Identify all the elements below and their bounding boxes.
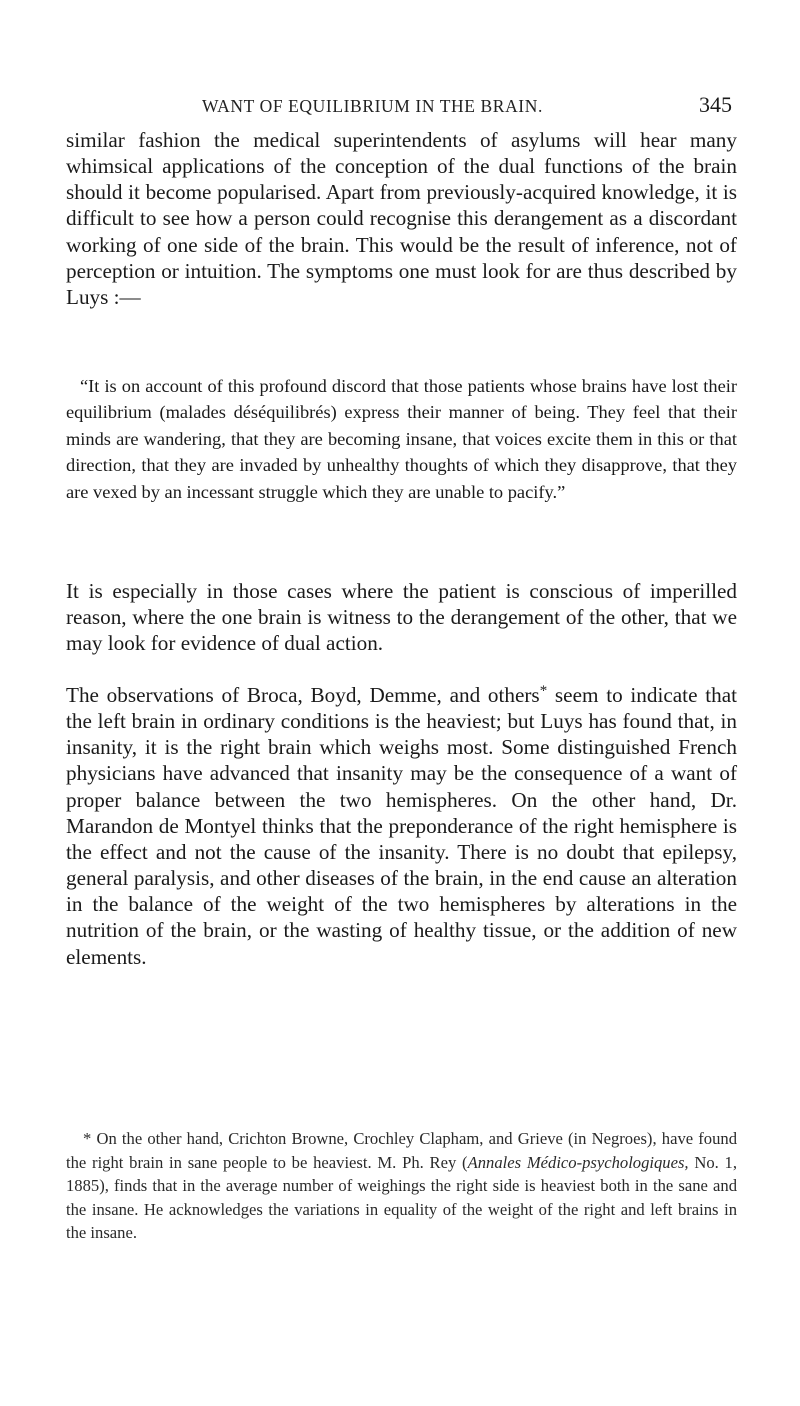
paragraph-observations — [66, 682, 737, 970]
block-quote-luys — [66, 373, 737, 505]
observations-text-end: seem to indicate that the left brain in ordinary conditions is the heaviest; but Luys has found that, in insanity, it is the right brain which weighs most. Some distinguished French physicians have advanced that insanity may be the consequence of a want of proper balance between the two hemispheres. On the other hand, Dr. Marandon de Montyel thinks that the preponderance of the right hemisphere is the effect and not the cause of the insanity. There is no doubt that epilepsy, general paralysis, and other diseases of the brain, in the end cause an alteration in the balance of the weight of the two hemispheres by alterations in the nutrition of the brain, or the wasting of healthy tissue, or the addition of new elements. — [66, 683, 737, 969]
running-head — [66, 92, 736, 122]
page-number: 345 — [699, 92, 732, 117]
footnote — [66, 1127, 737, 1245]
observations-text-start: The observations of Broca, Boyd, Demme, and others — [66, 683, 540, 707]
footnote-reference-mark[interactable]: * — [539, 683, 548, 699]
footnote-text-end: No. 1, 1885), finds that in the average number of weighings the right side is heaviest both in the sane and the insane. He acknowledges the variations in equality of the weight of the right and left brains in the insane. — [66, 1152, 738, 1242]
paragraph-luys-intro: similar fashion the medical superintendents of asylums will hear many whimsical applications of the conception of the dual functions of the brain should it become popularised. Apart from previously-acquired knowledge, it is difficult to see how a person could recognise this derangement as a discordant working of one side of the brain. This would be the result of inference, not of perception or intuition. The symptoms one must look for are thus described by Luys :— — [66, 128, 737, 309]
running-title: WANT OF EQUILIBRIUM IN THE BRAIN. — [202, 96, 543, 116]
footnote-journal-title: Annales Médico-psychologiques, — [467, 1152, 689, 1172]
footnote-mark: * — [83, 1129, 92, 1148]
paragraph-imperilled-reason: It is especially in those cases where the patient is conscious of imperilled reason, where the one brain is witness to the derangement of the other, that we may look for evidence of dual action. — [66, 579, 737, 656]
footnote-text-start: On the other hand, Crichton Browne, Crochley Clapham, and Grieve (in Negroes), have found the right brain in sane people to be heaviest. M. Ph. Rey ( — [66, 1129, 737, 1172]
quote-text: “It is on account of this profound discord that those patients whose brains have lost their equilibrium (malades déséquilibrés) express their manner of being. They feel that their minds are wandering, that they are becoming insane, that voices excite them in this or that direction, that they are invaded by unhealthy thoughts of which they disapprove, that they are vexed by an incessant struggle which they are unable to pacify.” — [66, 376, 737, 502]
